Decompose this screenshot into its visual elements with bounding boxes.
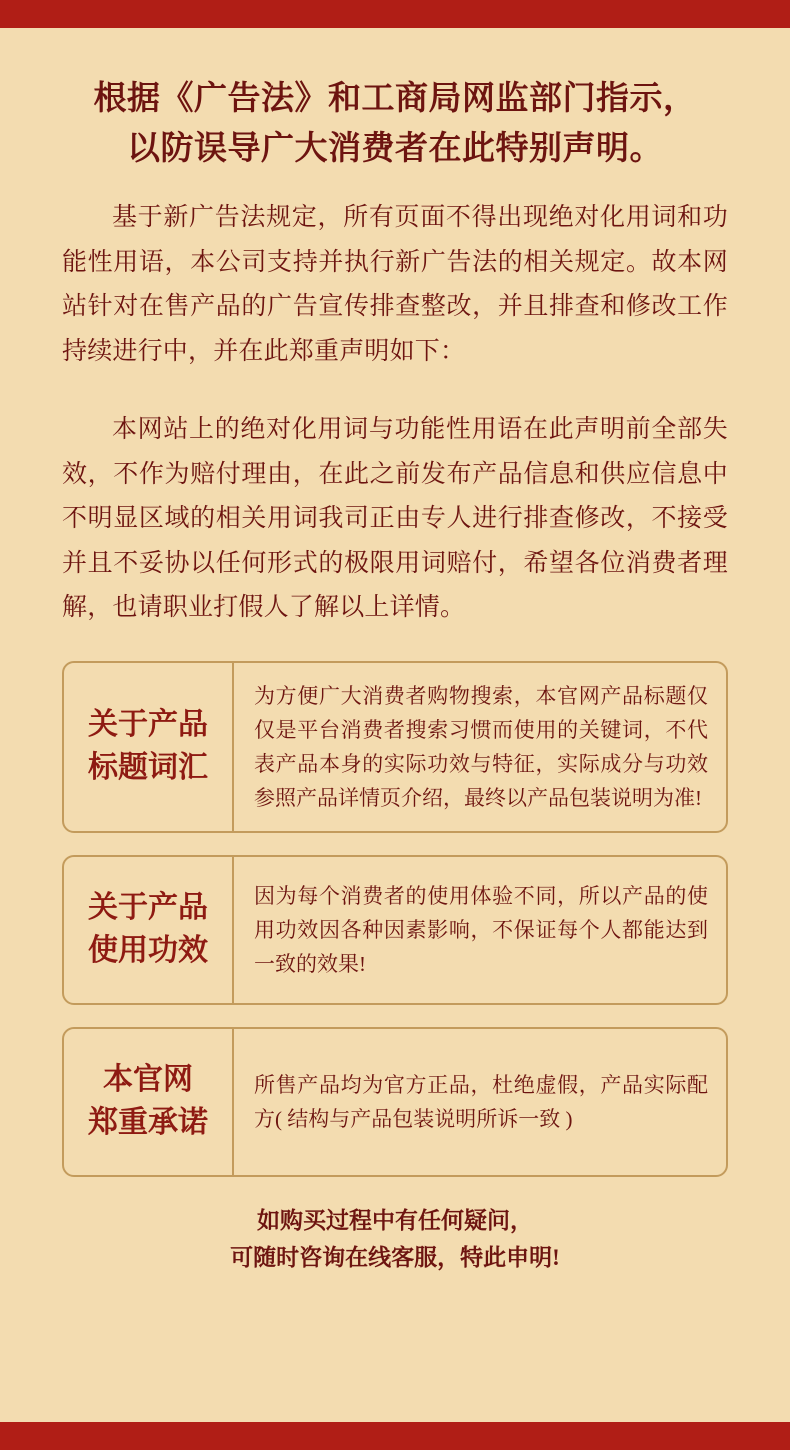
card-title-line-2: 郑重承诺 — [88, 1105, 208, 1139]
card-title-line-2: 使用功效 — [88, 933, 208, 967]
card-body-product-effect: 因为每个消费者的使用体验不同，所以产品的使用功效因各种因素影响，不保证每个人都能达到一致的效果! — [254, 883, 708, 976]
card-title-line-2: 标题词汇 — [88, 750, 208, 784]
page-title-line-1: 根据《广告法》和工商局网监部门指示， — [93, 81, 697, 117]
statement-card-list — [62, 661, 728, 1177]
page-title — [62, 74, 728, 174]
statement-card-product-title — [62, 661, 728, 833]
bottom-accent-bar — [0, 1422, 790, 1450]
card-body-official-promise: 所售产品均为官方正品，杜绝虚假，产品实际配方( 结构与产品包装说明所诉一致 ) — [254, 1072, 708, 1131]
card-body-product-title: 为方便广大消费者购物搜索，本官网产品标题仅仅是平台消费者搜索习惯而使用的关键词，不代表产品本身的实际功效与特征，实际成分与功效参照产品详情页介绍，最终以产品包装说明为准! — [254, 683, 708, 810]
statement-paragraph-2: 本网站上的绝对化用词与功能性用语在此声明前全部失效，不作为赔付理由，在此之前发布产品信息和供应信息中不明显区域的相关用词我司正由专人进行排查修改，不接受并且不妥协以任何形式的极限用词赔付，希望各位消费者理解，也请职业打假人了解以上详情。 — [62, 416, 728, 622]
card-title-line-1: 关于产品 — [88, 891, 208, 925]
footer-note-line-1: 如购买过程中有任何疑问， — [257, 1207, 533, 1233]
statement-panel — [0, 28, 790, 1422]
footer-note-line-2: 可随时咨询在线客服，特此申明! — [230, 1244, 560, 1270]
top-accent-bar — [0, 0, 790, 28]
card-title-line-1: 关于产品 — [88, 708, 208, 742]
statement-card-product-effect — [62, 855, 728, 1005]
card-title-product-title — [64, 663, 234, 831]
card-title-line-1: 本官网 — [103, 1063, 193, 1097]
statement-paragraph-1: 基于新广告法规定，所有页面不得出现绝对化用词和功能性用语，本公司支持并执行新广告法的相关规定。故本网站针对在售产品的广告宣传排查整改，并且排查和修改工作持续进行中，并在此郑重声明如下： — [62, 204, 728, 365]
page-title-line-2: 以防误导广大消费者在此特别声明。 — [127, 131, 663, 168]
card-title-product-effect — [64, 857, 234, 1003]
statement-card-official-promise — [62, 1027, 728, 1177]
statement-content — [0, 28, 790, 1276]
footer-note — [62, 1203, 728, 1277]
card-title-official-promise — [64, 1029, 234, 1175]
